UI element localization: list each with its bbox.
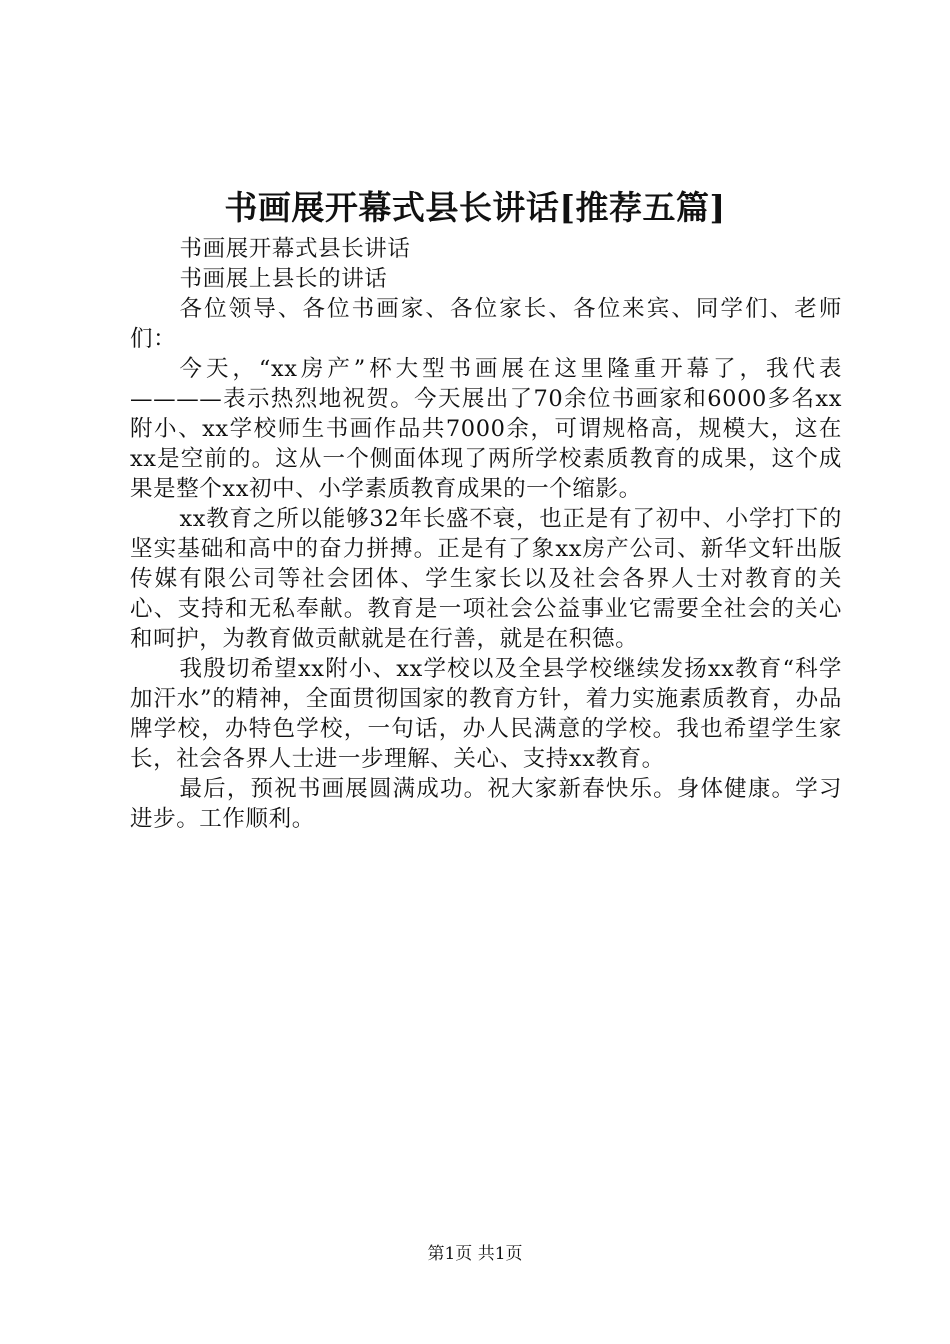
paragraph-subtitle-2: 书画展上县长的讲话 (179, 266, 388, 292)
document-body (130, 234, 842, 834)
paragraph-education: xx教育之所以能够32年长盛不衰，也正是有了初中、小学打下的坚实基础和高中的奋力拼搏。正是有了象xx房产公司、新华文轩出版传媒有限公司等社会团体、学生家长以及社会各界人士对教育的关心、支持和无私奉献。教育是一项社会公益事业它需要全社会的关心和呵护，为教育做贡献就是在行善，就是在积德。 (130, 506, 842, 652)
paragraph-closing: 最后，预祝书画展圆满成功。祝大家新春快乐。身体健康。学习进步。工作顺利。 (130, 776, 842, 832)
paragraph-subtitle-1: 书画展开幕式县长讲话 (179, 236, 411, 262)
paragraph-opening: 今天，“xx房产”杯大型书画展在这里隆重开幕了，我代表————表示热烈地祝贺。今天展出了70余位书画家和6000多名xx附小、xx学校师生书画作品共7000余，可谓规格高，规模大，这在xx是空前的。这从一个侧面体现了两所学校素质教育的成果，这个成果是整个xx初中、小学素质教育成果的一个缩影。 (130, 356, 842, 502)
page-footer: 第1页 共1页 (427, 1244, 523, 1264)
document-title: 书画展开幕式县长讲话[推荐五篇] (224, 188, 726, 227)
paragraph-greeting: 各位领导、各位书画家、各位家长、各位来宾、同学们、老师们： (130, 296, 842, 352)
paragraph-hope: 我殷切希望xx附小、xx学校以及全县学校继续发扬xx教育“科学加汗水”的精神，全面贯彻国家的教育方针，着力实施素质教育，办品牌学校，办特色学校，一句话，办人民满意的学校。我也希望学生家长，社会各界人士进一步理解、关心、支持xx教育。 (130, 656, 842, 772)
